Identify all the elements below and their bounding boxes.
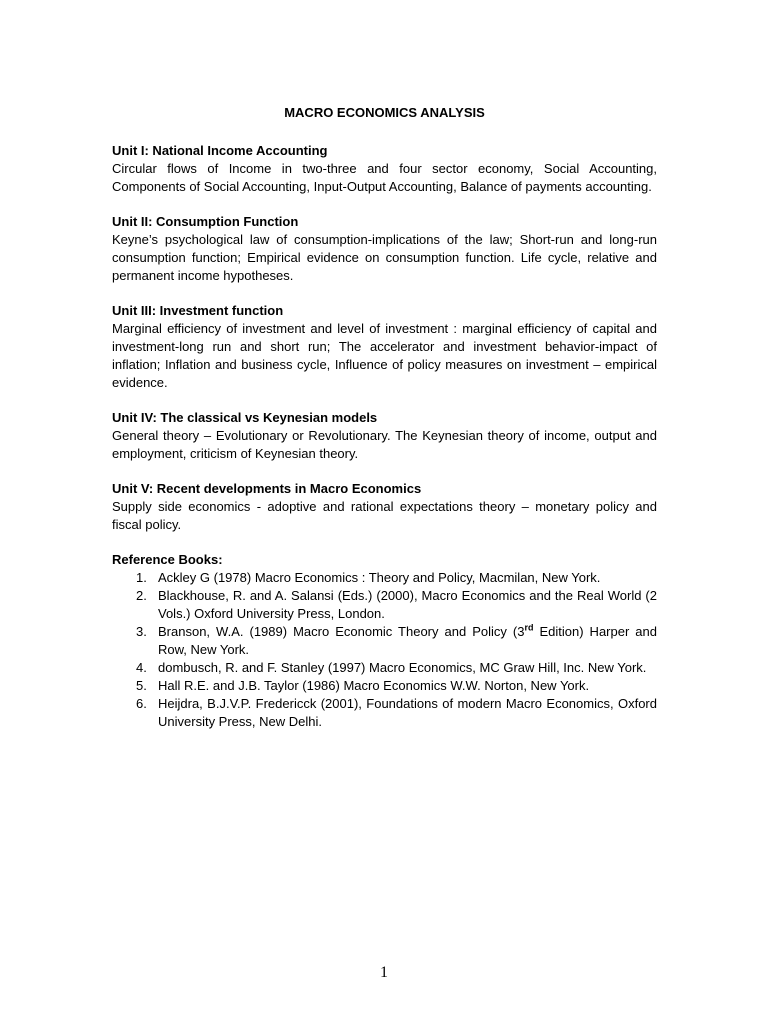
unit-2-heading: Unit II: Consumption Function	[112, 214, 299, 229]
reference-text: Hall R.E. and J.B. Taylor (1986) Macro Economics W.W. Norton, New York.	[158, 678, 590, 693]
reference-item	[112, 677, 657, 695]
unit-4-heading: Unit IV: The classical vs Keynesian models	[112, 410, 378, 425]
reference-item	[112, 623, 657, 659]
unit-2-body: Keyne’s psychological law of consumption-implications of the law; Short-run and long-run consumption function; Empirical evidence on consumption function. Life cycle, relative and permanent income hypotheses.	[112, 232, 657, 283]
unit-3-section	[112, 302, 657, 392]
reference-text: Ackley G (1978) Macro Economics : Theory and Policy, Macmilan, New York.	[158, 570, 601, 585]
reference-text: dombusch, R. and F. Stanley (1997) Macro Economics, MC Graw Hill, Inc. New York.	[158, 660, 647, 675]
reference-text	[158, 623, 657, 659]
references-list	[112, 569, 657, 731]
reference-item	[112, 587, 657, 623]
references-section	[112, 551, 657, 731]
document-title: MACRO ECONOMICS ANALYSIS	[284, 105, 485, 120]
reference-number: 3.	[136, 624, 147, 639]
unit-5-heading: Unit V: Recent developments in Macro Economics	[112, 481, 422, 496]
reference-item	[112, 569, 657, 587]
unit-4-body: General theory – Evolutionary or Revolutionary. The Keynesian theory of income, output and employment, criticism of Keynesian theory.	[112, 428, 657, 461]
reference-number: 2.	[136, 588, 147, 603]
references-heading: Reference Books:	[112, 552, 223, 567]
unit-5-section	[112, 480, 657, 534]
reference-text-after: Edition) Harper and Row, New York.	[158, 624, 657, 657]
reference-number: 4.	[136, 660, 147, 675]
reference-text: Heijdra, B.J.V.P. Fredericck (2001), Foundations of modern Macro Economics, Oxford University Press, New Delhi.	[158, 696, 657, 729]
unit-1-heading: Unit I: National Income Accounting	[112, 143, 328, 158]
reference-item	[112, 659, 657, 677]
unit-5-body: Supply side economics - adoptive and rational expectations theory – monetary policy and fiscal policy.	[112, 499, 657, 532]
unit-2-section	[112, 213, 657, 285]
unit-3-heading: Unit III: Investment function	[112, 303, 284, 318]
reference-superscript: rd	[524, 622, 534, 633]
reference-number: 1.	[136, 570, 147, 585]
document-page	[112, 104, 657, 731]
reference-number: 6.	[136, 696, 147, 711]
unit-1-body: Circular flows of Income in two-three and four sector economy, Social Accounting, Components of Social Accounting, Input-Output Accounting, Balance of payments accounting.	[112, 161, 657, 194]
reference-number: 5.	[136, 678, 147, 693]
reference-text-before: Branson, W.A. (1989) Macro Economic Theory and Policy (3	[158, 624, 525, 639]
unit-4-section	[112, 409, 657, 463]
page-number: 1	[380, 964, 388, 981]
reference-item	[112, 695, 657, 731]
reference-text: Blackhouse, R. and A. Salansi (Eds.) (2000), Macro Economics and the Real World (2 Vols.) Oxford University Press, London.	[158, 588, 657, 621]
unit-1-section	[112, 142, 657, 196]
unit-3-body: Marginal efficiency of investment and level of investment : marginal efficiency of capital and investment-long run and short run; The accelerator and investment behavior-impact of inflation; Inflation and business cycle, Influence of policy measures on investment – empirical evidence.	[112, 321, 657, 390]
